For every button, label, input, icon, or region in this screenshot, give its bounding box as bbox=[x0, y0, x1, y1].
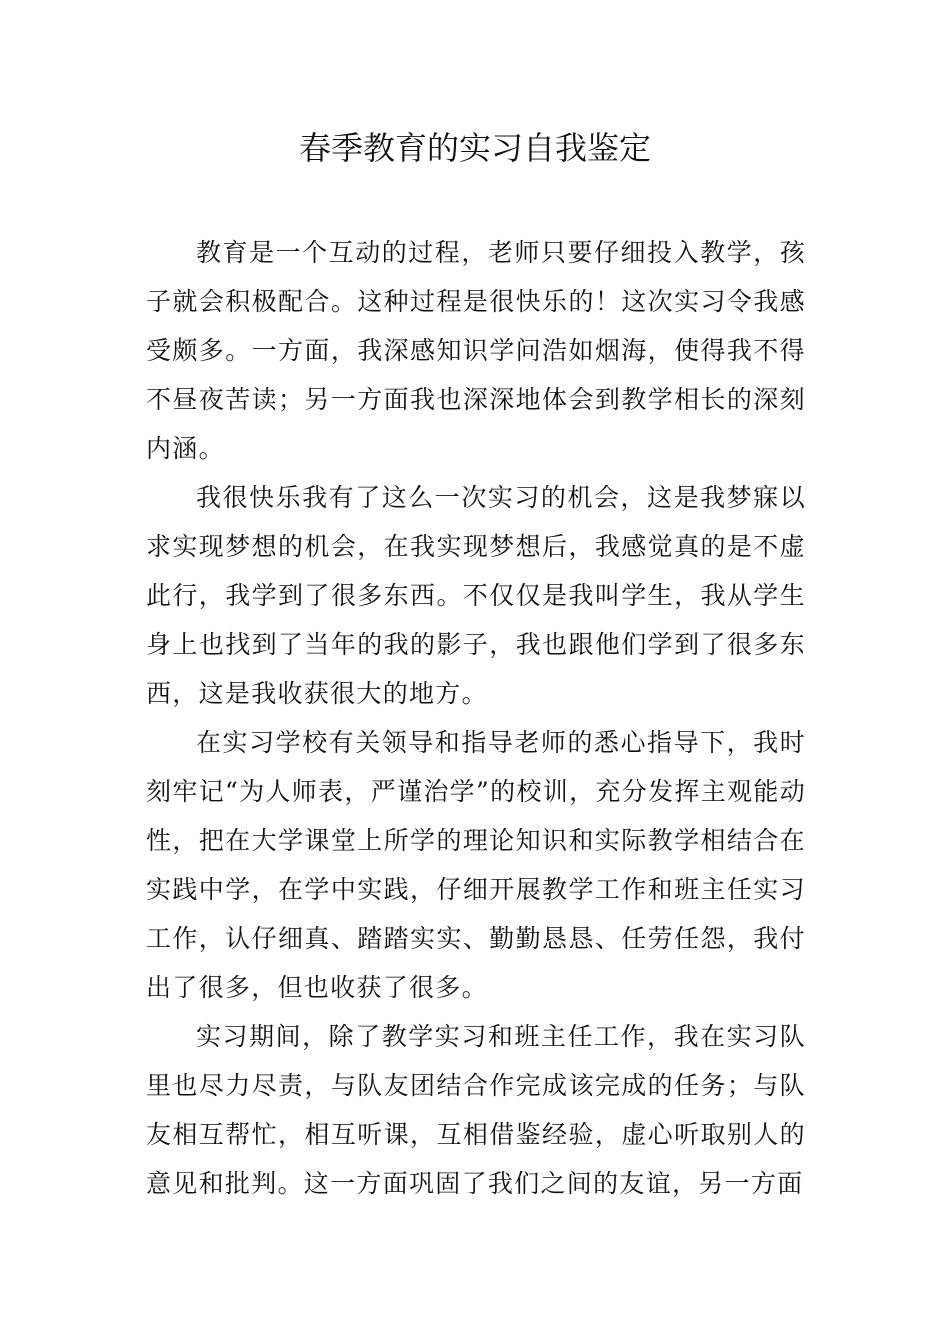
paragraph-2: 我很快乐我有了这么一次实习的机会，这是我梦寐以求实现梦想的机会，在我实现梦想后，我感觉真的是不虚此行，我学到了很多东西。不仅仅是我叫学生，我从学生身上也找到了当年的我的影子，我也跟他们学到了很多东西，这是我收获很大的地方。 bbox=[146, 483, 806, 708]
paragraph-1: 教育是一个互动的过程，老师只要仔细投入教学，孩子就会积极配合。这种过程是很快乐的！这次实习令我感受颇多。一方面，我深感知识学问浩如烟海，使得我不得不昼夜苦读；另一方面我也深深地体会到教学相长的深刻内涵。 bbox=[146, 238, 806, 463]
paragraph-4: 实习期间，除了教学实习和班主任工作，我在实习队里也尽力尽责，与队友团结合作完成该完成的任务；与队友相互帮忙，相互听课，互相借鉴经验，虚心听取别人的意见和批判。这一方面巩固了我们之间的友谊，另一方面 bbox=[146, 1022, 806, 1198]
paragraph-3: 在实习学校有关领导和指导老师的悉心指导下，我时刻牢记“为人师表，严谨治学”的校训，充分发挥主观能动性，把在大学课堂上所学的理论知识和实际教学相结合在实践中学，在学中实践，仔细开展教学工作和班主任实习工作，认仔细真、踏踏实实、勤勤恳恳、任劳任怨，我付出了很多，但也收获了很多。 bbox=[146, 728, 806, 1002]
document-title: 春季教育的实习自我鉴定 bbox=[298, 129, 651, 167]
document-body bbox=[146, 228, 806, 1208]
